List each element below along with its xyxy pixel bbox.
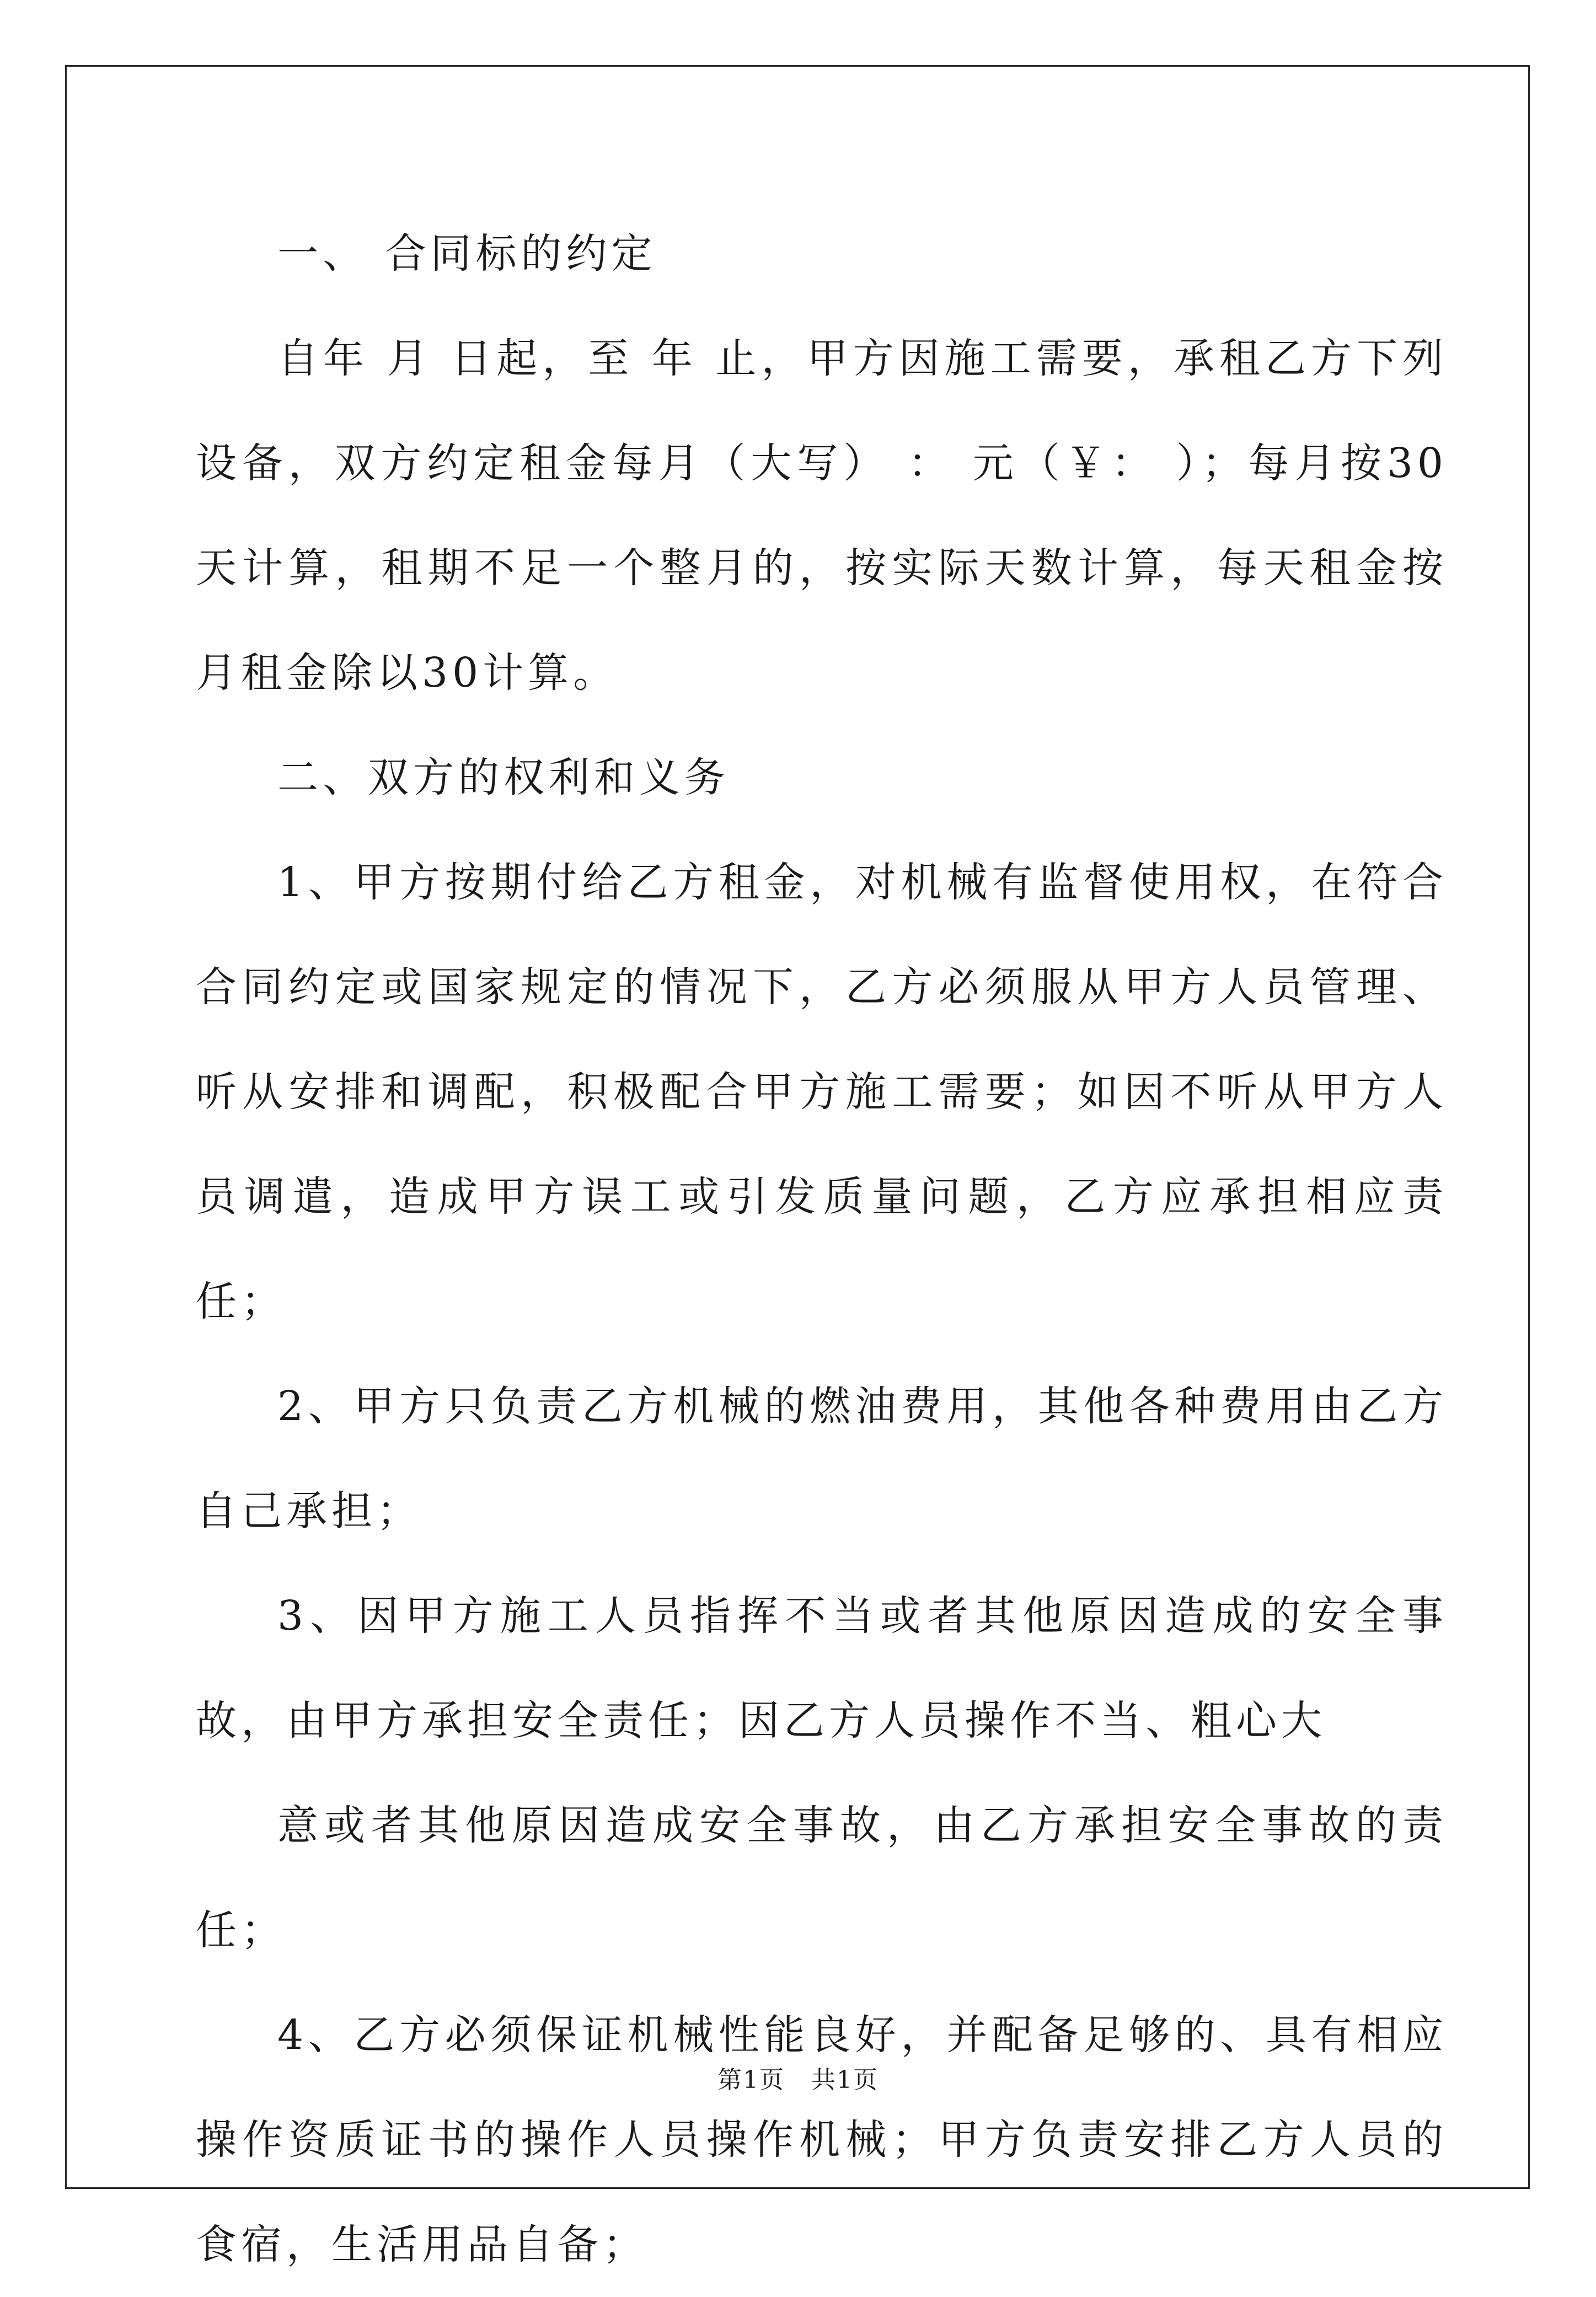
section-heading-2: 二、双方的权利和义务: [277, 754, 730, 801]
page-footer: [0, 2060, 1596, 2095]
paragraph-rental-term: 自年 月 日起，至 年 止，甲方因施工需要，承租乙方下列设备，双方约定租金每月（大写） ： 元（￥： ）；每月按30天计算，租期不足一个整月的，按实际天数计算，每天租金按月租金除以30计算。: [196, 335, 1448, 697]
paragraph-clause-2: 2、甲方只负责乙方机械的燃油费用，其他各种费用由乙方自己承担；: [196, 1383, 1448, 1535]
page-total: 共1页: [811, 2066, 879, 2094]
paragraph-clause-3: 3、因甲方施工人员指挥不当或者其他原因造成的安全事故，由甲方承担安全责任；因乙方人员操作不当、粗心大: [196, 1592, 1448, 1744]
paragraph-clause-3-continued: 意或者其他原因造成安全事故，由乙方承担安全事故的责任；: [196, 1802, 1448, 1954]
page-number: 第1页: [717, 2066, 785, 2094]
paragraph-clause-1: 1、甲方按期付给乙方租金，对机械有监督使用权，在符合合同约定或国家规定的情况下，乙方必须服从甲方人员管理、听从安排和调配，积极配合甲方施工需要；如因不听从甲方人员调遣，造成甲方误工或引发质量问题，乙方应承担相应责任；: [196, 859, 1448, 1325]
document-body: [196, 201, 1448, 2297]
section-heading-1: 一、 合同标的约定: [277, 230, 657, 277]
paragraph-clause-4: 4、乙方必须保证机械性能良好，并配备足够的、具有相应操作资质证书的操作人员操作机械；甲方负责安排乙方人员的食宿，生活用品自备；: [196, 2011, 1448, 2268]
